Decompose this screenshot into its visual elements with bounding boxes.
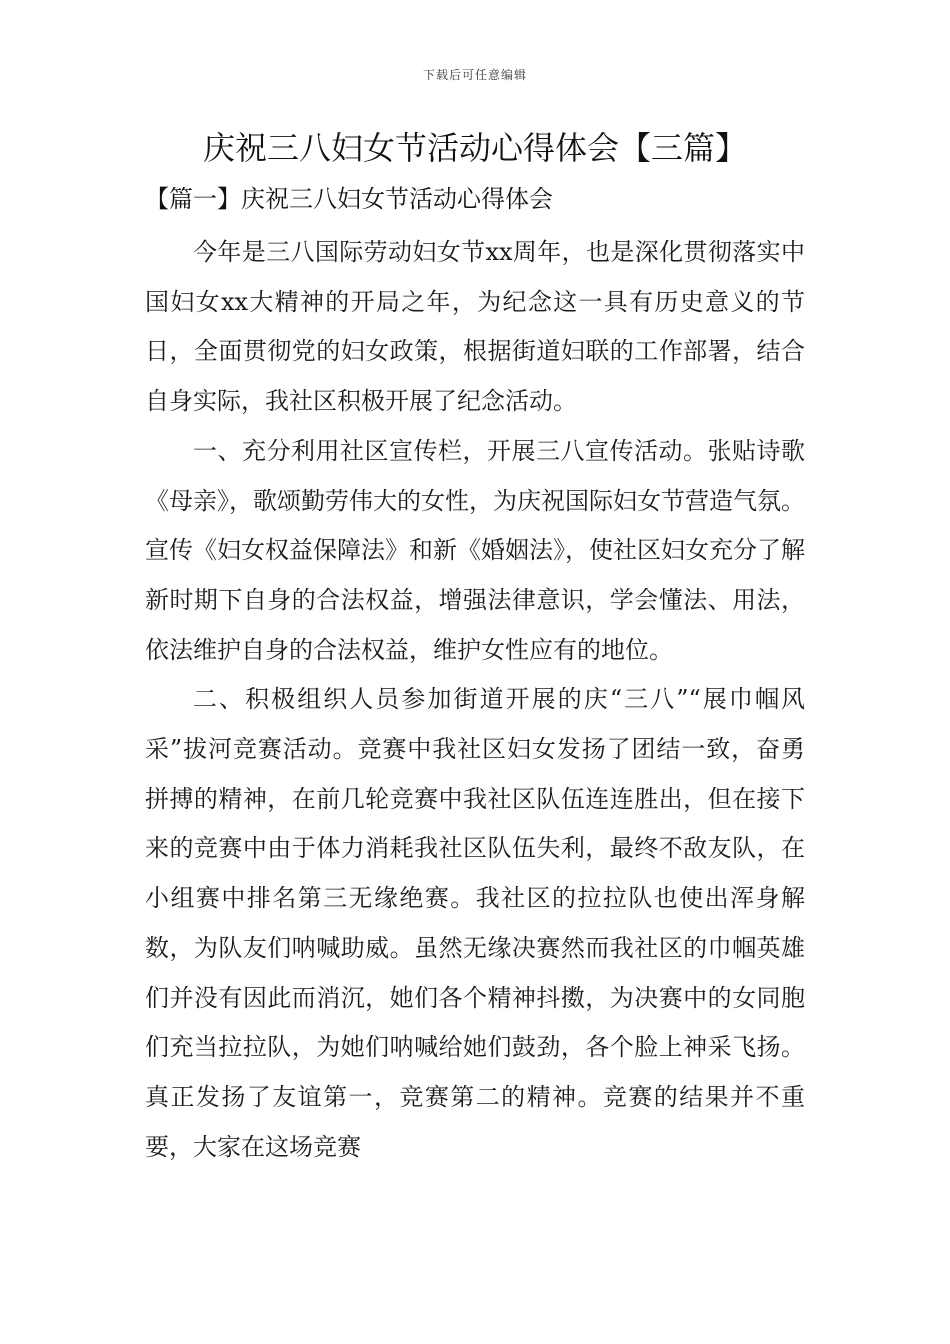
header-note: 下载后可任意编辑 bbox=[422, 68, 527, 82]
section-heading: 【篇一】庆祝三八妇女节活动心得体会 bbox=[145, 185, 553, 213]
document-title: 庆祝三八妇女节活动心得体会【三篇】 bbox=[202, 129, 747, 167]
document-body bbox=[145, 228, 805, 1172]
paragraph-section-two: 二、积极组织人员参加街道开展的庆“三八”“展巾帼风采”拔河竞赛活动。竞赛中我社区妇女发扬了团结一致，奋勇拼搏的精神，在前几轮竞赛中我社区队伍连连胜出，但在接下来的竞赛中由于体力消耗我社区队伍失利，最终不敌友队，在小组赛中排名第三无缘绝赛。我社区的拉拉队也使出浑身解数，为队友们呐喊助威。虽然无缘决赛然而我社区的巾帼英雄们并没有因此而消沉，她们各个精神抖擞，为决赛中的女同胞们充当拉拉队，为她们呐喊给她们鼓劲，各个脸上神采飞扬。真正发扬了友谊第一，竞赛第二的精神。竞赛的结果并不重要，大家在这场竞赛 bbox=[145, 685, 805, 1161]
paragraph-section-one: 一、充分利用社区宣传栏，开展三八宣传活动。张贴诗歌《母亲》，歌颂勤劳伟大的女性，为庆祝国际妇女节营造气氛。宣传《妇女权益保障法》和新《婚姻法》，使社区妇女充分了解新时期下自身的合法权益，增强法律意识，学会懂法、用法，依法维护自身的合法权益，维护女性应有的地位。 bbox=[145, 436, 805, 664]
paragraph-intro: 今年是三八国际劳动妇女节xx周年，也是深化贯彻落实中国妇女xx大精神的开局之年，为纪念这一具有历史意义的节日，全面贯彻党的妇女政策，根据街道妇联的工作部署，结合自身实际，我社区积极开展了纪念活动。 bbox=[145, 238, 805, 416]
